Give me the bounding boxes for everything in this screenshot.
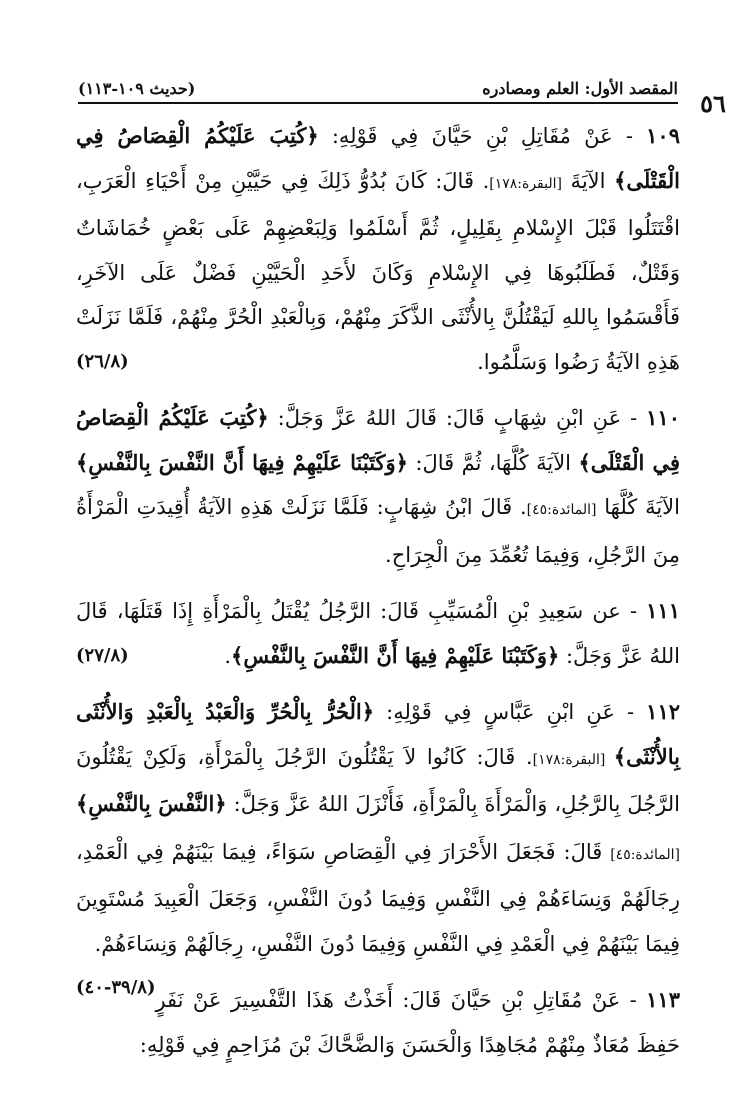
hadith-paragraph [76,396,680,577]
quran-quote: ﴿كُتِبَ عَلَيْكُمُ الْقِصَاصُ فِي الْقَتْلَى﴾ [76,405,680,475]
hadith-reference: (٣٩/٨-٤٠) [76,977,156,998]
hadith-number: ١١٠ [646,405,680,430]
hadith-text: . قَالَ: كَانَ بُدُوُّ ذَلِكَ فِي حَيَّيْنِ مِنْ أَحْيَاءِ الْعَرَبِ، اقْتَتَلُوا قَبْلَ الإِسْلامِ بِقَلِيلٍ، ثُمَّ أَسْلَمُوا وَلِبَعْضِهِمْ عَلَى بَعْضٍ خُمَاشَاتٌ وَقَتْلٌ، فَطَلَبُوهَا فِي الإِسْلامِ وَكَانَ لأَحَدِ الْحَيَّيْنِ فَضْلٌ عَلَى الآخَرِ، فَأَقْسَمُوا بِاللهِ لَيَقْتُلُنَّ بِالأُنْثَى الذَّكَرَ مِنْهُمْ، وَبِالْعَبْدِ الْحُرَّ مِنْهُمْ، فَلَمَّا نَزَلَتْ هَذِهِ الآيَةُ رَضُوا وَسَلَّمُوا. [76,168,680,374]
page-body [76,114,680,1079]
hadith-number: ١١١ [646,598,680,623]
hadith-paragraph [76,589,680,678]
hadith-text: - عَنِ ابْنِ عَبَّاسٍ فِي قَوْلِهِ: [374,700,647,724]
quran-source: [المائدة:٤٥] [610,846,680,863]
hadith-112 [76,690,681,998]
hadith-110 [76,396,680,577]
hadith-number: ١١٢ [646,699,681,724]
quran-quote: ﴿كُتِبَ عَلَيْكُمُ الْقِصَاصُ فِي الْقَتْلَى﴾ [76,123,681,193]
hadith-number: ١٠٩ [646,123,680,148]
hadith-text: - عن سَعِيدِ بْنِ الْمُسَيِّبِ قَالَ: الرَّجُلُ يُقْتَلُ بِالْمَرْأَةِ إِذَا قَتَلَهَا، قَالَ اللهُ عَزَّ وَجَلَّ: [76,599,680,668]
hadith-text: . قَالَ: كَانُوا لاَ يَقْتُلُونَ الرَّجُلَ بِالْمَرْأَةِ، وَلَكِنْ يَقْتُلُونَ الرَّجُلَ بِالرَّجُلِ، وَالْمَرْأَةَ بِالْمَرْأَةِ، فَأَنْزَلَ اللهُ عَزَّ وَجَلَّ: [76,744,681,816]
quran-quote: ﴿وَكَتَبْنَا عَلَيْهِمْ فِيهَا أَنَّ النَّفْسَ بِالنَّفْسِ﴾ [231,642,560,668]
hadith-paragraph [76,690,681,998]
hadith-109 [76,114,680,384]
hadith-text: الآيَةَ [561,168,615,193]
hadith-paragraph [76,114,680,384]
header-title: المقصد الأول: العلم ومصادره [482,79,678,98]
header-hadith-range: (حديث ١٠٩-١١٣) [78,79,196,98]
hadith-text: . قَالَ ابْنُ شِهَابٍ: فَلَمَّا نَزَلَتْ هَذِهِ الآيَةُ أُقِيدَتِ الْمَرْأَةُ مِنَ الرَّجُلِ، وَفِيمَا تُعُمِّدَ مِنَ الْجِرَاحِ. [76,495,680,567]
hadith-111 [76,589,680,678]
hadith-reference: (٢٧/٨) [76,644,129,666]
hadith-113 [76,978,680,1067]
hadith-paragraph [76,978,680,1067]
quran-quote: ﴿وَكَتَبْنَا عَلَيْهِمْ فِيهَا أَنَّ النَّفْسَ بِالنَّفْسِ﴾ [76,449,408,475]
page-number: ٥٦ [700,89,726,118]
hadith-text: قَالَ: فَجَعَلَ الأَحْرَارَ فِي الْقِصَاصِ سَوَاءً، فِيمَا بَيْنَهُمْ فِي الْعَمْدِ، رِجَالَهُمْ وَنِسَاءَهُمْ فِي النَّفْسِ وَفِيمَا دُونَ النَّفْسِ، وَجَعَلَ الْعَبِيدَ مُسْتَوِينَ فِيمَا بَيْنَهُمْ فِي الْعَمْدِ فِي النَّفْسِ وَفِيمَا دُونَ النَّفْسِ، رِجَالَهُمْ وَنِسَاءَهُمْ. [76,839,680,956]
quran-source: [البقرة:١٧٨] [532,751,614,768]
hadith-text: . [224,643,232,668]
hadith-reference: (٢٦/٨) [76,350,129,372]
quran-source: [البقرة:١٧٨] [489,175,562,192]
hadith-text: - عَنْ مُقَاتِلِ بْنِ حَيَّانَ قَالَ: أَخَذْتُ هَذَا التَّفْسِيرَ عَنْ نَفَرٍ حَفِظَ مُعَاذٌ مِنْهُمْ مُجَاهِدًا وَالْحَسَنَ وَالضَّحَّاكَ بْنَ مُزَاحِمٍ فِي قَوْلِهِ: [139,988,680,1057]
running-header [78,68,678,104]
hadith-text: الآيَةَ كُلَّهَا، ثُمَّ قَالَ: [408,450,579,475]
hadith-text: - عَنْ مُقَاتِلِ بْنِ حَيَّانَ فِي قَوْلِهِ: [318,124,647,148]
hadith-number: ١١٣ [646,987,680,1012]
quran-quote: ﴿الْحُرُّ بِالْحُرِّ وَالْعَبْدُ بِالْعَبْدِ وَالأُنْثَى بِالأُنْثَى﴾ [76,699,680,769]
hadith-text: الآيَةَ كُلَّهَا [596,495,680,519]
quran-source: [المائدة:٤٥] [526,502,597,518]
hadith-text: - عَنِ ابْنِ شِهَابٍ قَالَ: قَالَ اللهُ عَزَّ وَجَلَّ: [268,406,647,430]
quran-quote: ﴿النَّفْسَ بِالنَّفْسِ﴾ [76,791,227,816]
